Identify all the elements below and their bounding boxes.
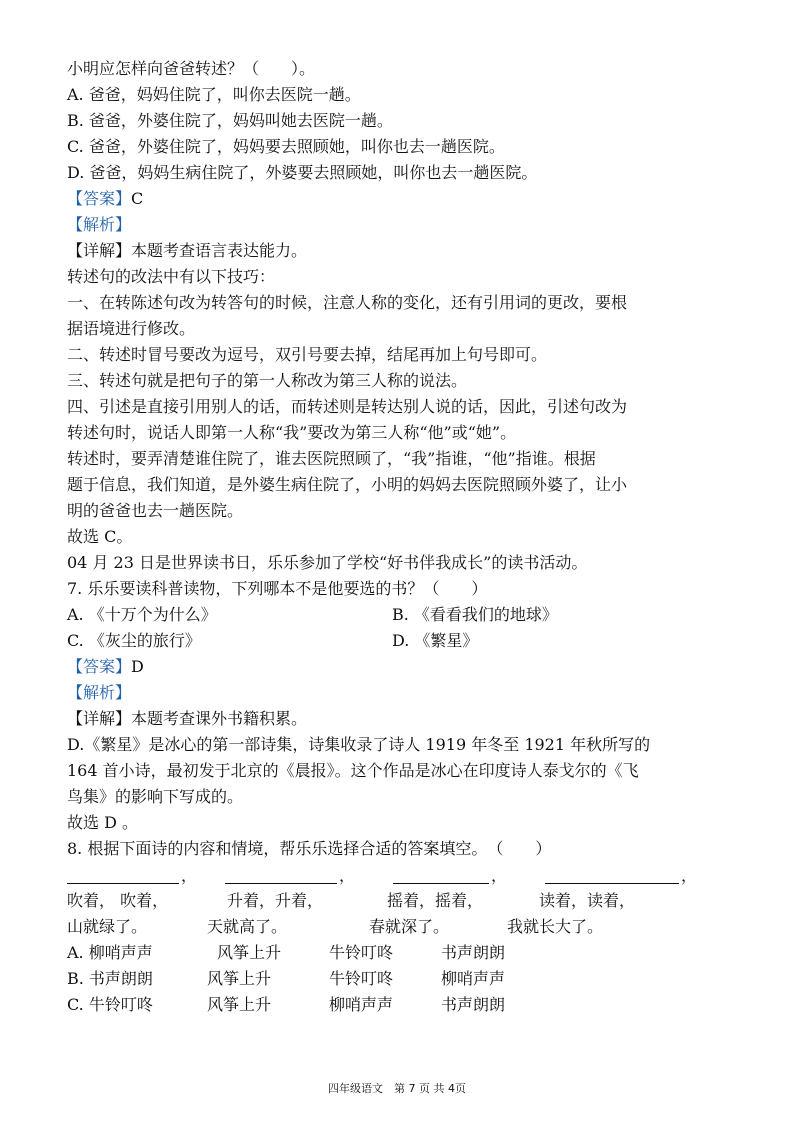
choice-item: A. 柳哨声声 — [67, 943, 153, 962]
q6-conclusion: 故选 C。 — [67, 527, 133, 546]
choice-item: 柳哨声声 — [441, 969, 506, 988]
poem-phrase: 我就长大了。 — [507, 917, 604, 936]
q6-stem: 小明应怎样向爸爸转述？（ ）。 — [67, 59, 316, 78]
blank-comma: ， — [339, 866, 356, 885]
choice-item: 风筝上升 — [207, 969, 272, 988]
poem-line-1 — [67, 888, 732, 914]
page-footer: 四年级语文 第 7 页 共 4页 — [328, 1082, 466, 1095]
fill-blank — [545, 869, 679, 884]
choice-item: 书声朗朗 — [441, 995, 506, 1014]
answer-tag: 【答案】 — [67, 657, 132, 676]
q6-option-c: C. 爸爸，外婆住院了，妈妈要去照顾她，叫你也去一趟医院。 — [67, 137, 505, 156]
fill-blank — [67, 869, 179, 884]
poem-phrase: 读着，读着， — [539, 891, 636, 910]
detail-text: 本题考查语言表达能力。 — [131, 241, 308, 260]
q7-option-a: A. 《十万个为什么》 — [67, 605, 217, 624]
q7-explain-line: 164 首小诗，最初发于北京的《晨报》。这个作品是冰心在印度诗人泰戈尔的《飞 — [67, 761, 639, 780]
analysis-tag: 【解析】 — [67, 683, 132, 702]
q7-option-c: C. 《灰尘的旅行》 — [67, 631, 201, 650]
detail-text: 本题考查课外书籍积累。 — [131, 709, 308, 728]
q6-option-d: D. 爸爸，妈妈生病住院了，外婆要去照顾她，叫你也去一趟医院。 — [67, 163, 538, 182]
q7-analysis — [67, 680, 732, 706]
q7-options-row — [67, 628, 732, 654]
poem-phrase: 升着，升着， — [227, 891, 324, 910]
q6-detail — [67, 238, 732, 264]
q8-stem: 8. 根据下面诗的内容和情境，帮乐乐选择合适的答案填空。 （ ） — [67, 839, 552, 858]
blank-comma: ， — [681, 866, 698, 885]
q6-answer — [67, 186, 732, 212]
q7-option-d: D. 《繁星》 — [392, 631, 479, 650]
choice-item: C. 牛铃叮咚 — [67, 995, 153, 1014]
q6-option-b: B. 爸爸，外婆住院了，妈妈叫她去医院一趟。 — [67, 111, 393, 130]
blank-comma: ， — [181, 866, 198, 885]
blank-comma: ， — [491, 866, 508, 885]
detail-tag: 【详解】 — [67, 709, 132, 728]
choice-item: 书声朗朗 — [441, 943, 506, 962]
q6-explain-line: 转述时，要弄清楚谁住院了，谁去医院照顾了，“我”指谁，“他”指谁。根据 — [67, 449, 596, 468]
page-content — [67, 56, 732, 1018]
q6-explain-line: 题于信息，我们知道，是外婆生病住院了，小明的妈妈去医院照顾外婆了，让小 — [67, 475, 628, 494]
q7-conclusion: 故选 D 。 — [67, 813, 139, 832]
q7-options-row — [67, 602, 732, 628]
choice-item: 柳哨声声 — [329, 995, 394, 1014]
choice-item: B. 书声朗朗 — [67, 969, 153, 988]
choice-item: 风筝上升 — [217, 943, 282, 962]
q8-choice-b — [67, 966, 732, 992]
q6-explain-line: 一、在转陈述句改为转答句的时候，注意人称的变化，还有引用词的更改，要根 — [67, 293, 628, 312]
poem-phrase: 吹着， 吹着， — [67, 891, 169, 910]
detail-tag: 【详解】 — [67, 241, 132, 260]
q6-explain-line: 据语境进行修改。 — [67, 319, 196, 338]
section-intro: 04 月 23 日是世界读书日，乐乐参加了学校“好书伴我成长”的读书活动。 — [67, 553, 588, 572]
poem-phrase: 摇着，摇着， — [387, 891, 484, 910]
q6-explain-line: 四、引述是直接引用别人的话，而转述则是转达别人说的话，因此，引述句改为 — [67, 397, 628, 416]
q6-explain-line: 转述句的改法中有以下技巧： — [67, 267, 276, 286]
answer-value: C — [131, 189, 144, 208]
choice-item: 牛铃叮咚 — [329, 969, 394, 988]
answer-value: D — [131, 657, 144, 676]
q6-explain-line: 明的爸爸也去一趟医院。 — [67, 501, 244, 520]
q6-explain-line: 二、转述时冒号要改为逗号，双引号要去掉，结尾再加上句号即可。 — [67, 345, 548, 364]
fill-blank — [393, 869, 489, 884]
q8-choice-c — [67, 992, 732, 1018]
q7-explain-line: D.《繁星》是冰心的第一部诗集，诗集收录了诗人 1919 年冬至 1921 年秋所写的 — [67, 735, 651, 754]
poem-phrase: 天就高了。 — [207, 917, 288, 936]
q6-option-a: A. 爸爸，妈妈住院了，叫你去医院一趟。 — [67, 85, 361, 104]
q7-detail — [67, 706, 732, 732]
q6-analysis — [67, 212, 732, 238]
answer-tag: 【答案】 — [67, 189, 132, 208]
q7-stem: 7. 乐乐要读科普读物，下列哪本不是他要选的书？（ ） — [67, 579, 488, 598]
choice-item: 牛铃叮咚 — [329, 943, 394, 962]
choice-item: 风筝上升 — [207, 995, 272, 1014]
poem-line-2 — [67, 914, 732, 940]
q8-choice-a — [67, 940, 732, 966]
q7-explain-line: 鸟集》的影响下写成的。 — [67, 787, 244, 806]
poem-phrase: 山就绿了。 — [67, 917, 148, 936]
q8-blanks-row — [67, 862, 732, 888]
q6-explain-line: 三、转述句就是把句子的第一人称改为第三人称的说法。 — [67, 371, 468, 390]
poem-phrase: 春就深了。 — [369, 917, 450, 936]
analysis-tag: 【解析】 — [67, 215, 132, 234]
fill-blank — [225, 869, 337, 884]
q7-answer — [67, 654, 732, 680]
q7-option-b: B. 《看看我们的地球》 — [392, 605, 558, 624]
q6-explain-line: 转述句时，说话人即第一人称“我”要改为第三人称“他”或“她”。 — [67, 423, 517, 442]
